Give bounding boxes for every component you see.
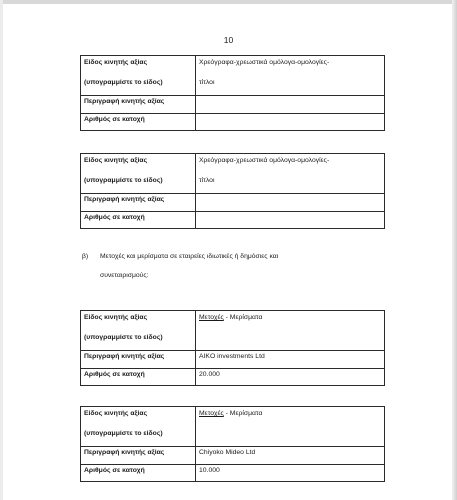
section-b-letter: β) [82, 253, 89, 260]
description-label: Περιγραφή κινητής αξίας [81, 194, 196, 212]
asset-type-label: Είδος κινητής αξίας [81, 56, 196, 78]
asset-type-label: Είδος κινητής αξίας [81, 407, 196, 429]
asset-type-value [196, 311, 385, 333]
quantity-label: Αριθμός σε κατοχή [81, 369, 196, 386]
asset-table-2 [80, 153, 385, 229]
description-value [196, 96, 385, 114]
dividends-text: - Μερίσματα [223, 410, 263, 417]
quantity-label: Αριθμός σε κατοχή [81, 212, 196, 229]
asset-type-value-cont: τίτλοι [196, 175, 385, 194]
description-label: Περιγραφή κινητής αξίας [81, 351, 196, 369]
asset-type-label: Είδος κινητής αξίας [81, 311, 196, 333]
asset-type-value [196, 407, 385, 429]
quantity-value: 20.000 [196, 369, 385, 386]
section-b-text-line1: Μετοχές και μερίσματα σε εταιρείες ιδιωτικές ή δημόσιες και [100, 253, 279, 260]
asset-type-value: Χρεόγραφα-χρεωστικά ομόλογα-ομολογίες- [196, 154, 385, 176]
quantity-value [196, 212, 385, 229]
asset-table-3 [80, 310, 385, 386]
quantity-value: 10.000 [196, 465, 385, 482]
asset-type-value-cont [196, 332, 385, 351]
underline-type-label: (υπογραμμίστε το είδος) [81, 77, 196, 96]
asset-type-value: Χρεόγραφα-χρεωστικά ομόλογα-ομολογίες- [196, 56, 385, 78]
shares-underlined: Μετοχές [199, 410, 224, 417]
description-value: AIKO investments Ltd [196, 351, 385, 369]
description-value [196, 194, 385, 212]
underline-type-label: (υπογραμμίστε το είδος) [81, 428, 196, 447]
shares-underlined: Μετοχές [199, 314, 224, 321]
asset-table-1 [80, 55, 385, 131]
page-edge-top [0, 0, 457, 4]
page-edge-right [452, 0, 457, 500]
page-edge-left [0, 0, 3, 500]
quantity-label: Αριθμός σε κατοχή [81, 114, 196, 131]
page-number: 10 [223, 35, 234, 45]
underline-type-label: (υπογραμμίστε το είδος) [81, 175, 196, 194]
asset-type-label: Είδος κινητής αξίας [81, 154, 196, 176]
description-label: Περιγραφή κινητής αξίας [81, 447, 196, 465]
asset-type-value-cont [196, 428, 385, 447]
description-value: Chiyoko Mideo Ltd [196, 447, 385, 465]
quantity-value [196, 114, 385, 131]
underline-type-label: (υπογραμμίστε το είδος) [81, 332, 196, 351]
section-b-text-line2: συνεταιρισμούς: [100, 272, 149, 279]
asset-table-4 [80, 406, 385, 482]
asset-type-value-cont: τίτλοι [196, 77, 385, 96]
dividends-text: - Μερίσματα [223, 314, 263, 321]
description-label: Περιγραφή κινητής αξίας [81, 96, 196, 114]
quantity-label: Αριθμός σε κατοχή [81, 465, 196, 482]
